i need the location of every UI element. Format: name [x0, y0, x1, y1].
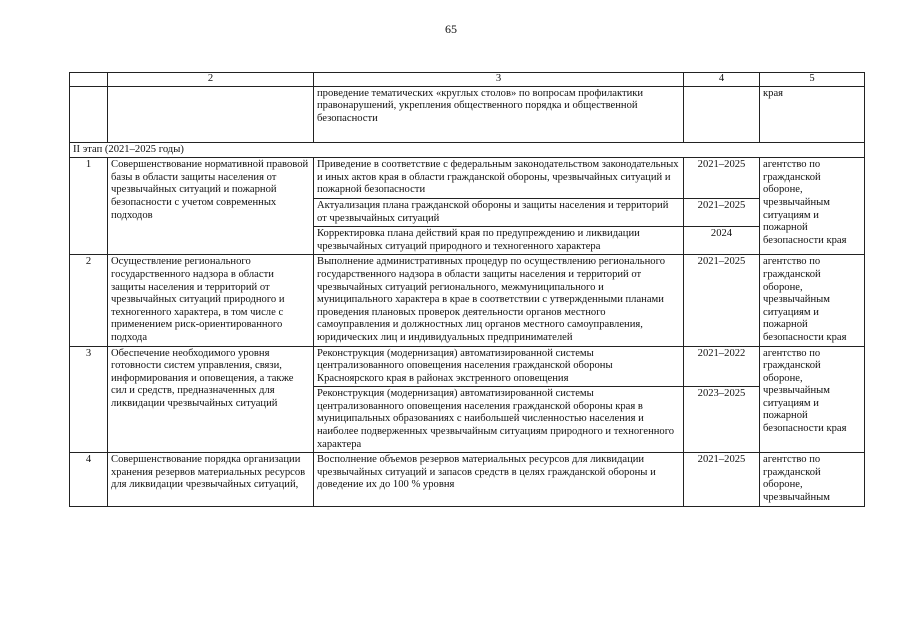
period-cell: 2021–2025 — [684, 255, 760, 346]
task-cell: Совершенствование порядка организации хранения резервов материальных ресурсов для ликвидации чрезвычайных ситуаций, — [108, 453, 314, 506]
task-cell: Осуществление регионального государственного надзора в области защиты населения и территорий от чрезвычайных ситуаций природного и техногенного характера, в том числе с применением риск-ориентированного подхода — [108, 255, 314, 346]
activity-cell: Реконструкция (модернизация) автоматизированной системы централизованного оповещения населения гражданской обороны Красноярского края в районах экстренного оповещения — [314, 346, 684, 387]
row-number: 1 — [70, 158, 108, 255]
table-row — [70, 453, 865, 506]
period-cell: 2024 — [684, 227, 760, 255]
table-row — [70, 346, 865, 387]
table-row — [70, 255, 865, 346]
period-cell: 2021–2025 — [684, 158, 760, 199]
continuation-activity: проведение тематических «круглых столов» по вопросам профилактики правонарушений, укрепления общественного порядка и общественной безопасности — [314, 86, 684, 142]
period-cell: 2021–2025 — [684, 198, 760, 226]
header-col-2: 2 — [108, 73, 314, 87]
task-cell: Обеспечение необходимого уровня готовности систем управления, связи, информирования и оповещения, а также сил и средств, предназначенных для ликвидации чрезвычайных ситуаций — [108, 346, 314, 453]
row-number: 4 — [70, 453, 108, 506]
executor-cell: агентство по гражданской обороне, чрезвычайным ситуациям и пожарной безопасности края — [760, 346, 865, 453]
header-col-1 — [70, 73, 108, 87]
activity-cell: Корректировка плана действий края по предупреждению и ликвидации чрезвычайных ситуаций природного и техногенного характера — [314, 227, 684, 255]
header-col-5: 5 — [760, 73, 865, 87]
header-row — [70, 73, 865, 87]
activity-cell: Актуализация плана гражданской обороны и защиты населения и территорий от чрезвычайных ситуаций — [314, 198, 684, 226]
program-table — [69, 72, 865, 507]
row-number: 3 — [70, 346, 108, 453]
stage-label: II этап (2021–2025 годы) — [70, 142, 865, 158]
period-cell: 2021–2022 — [684, 346, 760, 387]
activity-cell: Приведение в соответствие с федеральным законодательством законодательных и иных актов края в области гражданской обороны, чрезвычайных ситуаций и пожарной безопасности — [314, 158, 684, 199]
continuation-executor: края — [760, 86, 865, 142]
task-cell: Совершенствование нормативной правовой базы в области защиты населения от чрезвычайных ситуаций и пожарной безопасности с учетом современных подходов — [108, 158, 314, 255]
row-number: 2 — [70, 255, 108, 346]
header-col-3: 3 — [314, 73, 684, 87]
header-col-4: 4 — [684, 73, 760, 87]
executor-cell: агентство по гражданской обороне, чрезвычайным ситуациям и пожарной безопасности края — [760, 255, 865, 346]
period-cell: 2021–2025 — [684, 453, 760, 506]
continuation-row — [70, 86, 865, 142]
period-cell: 2023–2025 — [684, 387, 760, 453]
activity-cell: Выполнение административных процедур по осуществлению регионального государственного надзора в области защиты населения и территорий от чрезвычайных ситуаций регионального, межмуниципального и муниципального характера в крае в соответствии с утвержденными планами проведения плановых проверок деятельности органов местного самоуправления и должностных лиц органов местного самоуправления, юридических лиц и индивидуальных предпринимателей — [314, 255, 684, 346]
table-row — [70, 158, 865, 199]
stage-row — [70, 142, 865, 158]
page-number: 65 — [445, 22, 457, 36]
activity-cell: Восполнение объемов резервов материальных ресурсов для ликвидации чрезвычайных ситуаций и запасов средств в целях гражданской обороны и доведение их до 100 % уровня — [314, 453, 684, 506]
activity-cell: Реконструкция (модернизация) автоматизированной системы централизованного оповещения населения гражданской обороны края в муниципальных образованиях с наибольшей численностью населения и наиболее подверженных чрезвычайным ситуациям природного и техногенного характера — [314, 387, 684, 453]
executor-cell: агентство по гражданской обороне, чрезвычайным — [760, 453, 865, 506]
executor-cell: агентство по гражданской обороне, чрезвычайным ситуациям и пожарной безопасности края — [760, 158, 865, 255]
